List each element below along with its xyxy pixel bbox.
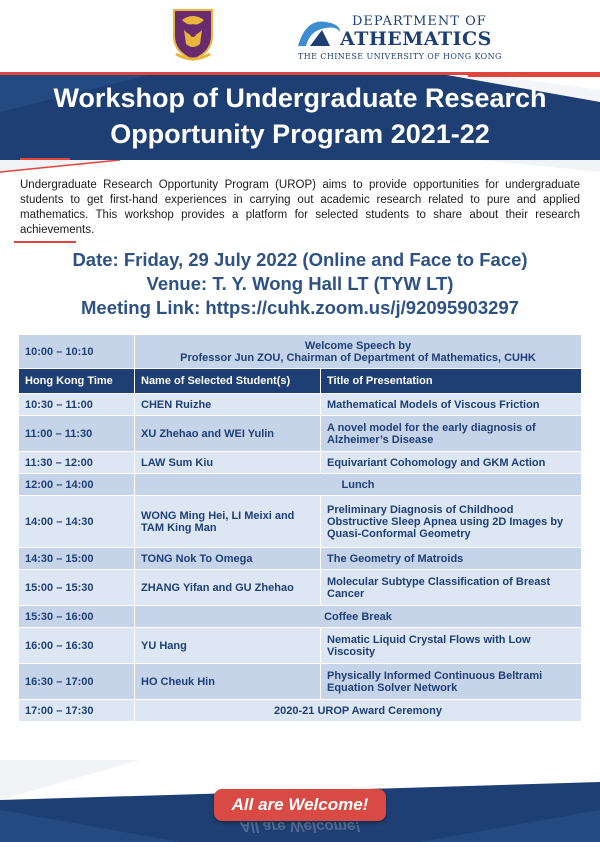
table-header-row <box>19 369 582 394</box>
table-row-break <box>19 606 582 628</box>
row-student: CHEN Ruizhe <box>135 394 321 416</box>
meeting-link[interactable]: Meeting Link: https://cuhk.zoom.us/j/92095903297 <box>81 297 519 318</box>
row-time: 14:00 – 14:30 <box>19 496 135 548</box>
table-row-break <box>19 700 582 722</box>
table-row <box>19 664 582 700</box>
welcome-time: 10:00 – 10:10 <box>19 335 135 369</box>
department-line3: THE CHINESE UNIVERSITY OF HONG KONG <box>298 52 502 61</box>
row-time: 11:00 – 11:30 <box>19 416 135 452</box>
math-swoosh-icon <box>296 16 342 50</box>
header-title: Title of Presentation <box>321 369 582 394</box>
row-time: 16:30 – 17:00 <box>19 664 135 700</box>
row-student: YU Hang <box>135 628 321 664</box>
row-title: Physically Informed Continuous Beltrami Equation Solver Network <box>321 664 582 700</box>
page-title <box>0 80 600 152</box>
table-row <box>19 452 582 474</box>
header-name: Name of Selected Student(s) <box>135 369 321 394</box>
row-title: A novel model for the early diagnosis of Alzheimer’s Disease <box>321 416 582 452</box>
welcome-speech <box>135 335 582 369</box>
row-time: 16:00 – 16:30 <box>19 628 135 664</box>
welcome-row <box>19 335 582 369</box>
welcome-line-1: Welcome Speech by <box>304 339 412 352</box>
table-row-break <box>19 474 582 496</box>
row-break-label: Coffee Break <box>135 606 582 628</box>
row-time: 11:30 – 12:00 <box>19 452 135 474</box>
schedule-table <box>18 334 582 722</box>
all-are-welcome-badge: All are Welcome! <box>214 789 386 821</box>
event-date: Date: Friday, 29 July 2022 (Online and Face to Face) <box>72 249 528 270</box>
intro-underline-accent <box>14 241 76 243</box>
department-line1: DEPARTMENT OF <box>352 14 487 29</box>
table-row <box>19 628 582 664</box>
department-logo <box>296 14 556 64</box>
table-row <box>19 394 582 416</box>
row-title: Mathematical Models of Viscous Friction <box>321 394 582 416</box>
row-student: ZHANG Yifan and GU Zhehao <box>135 570 321 606</box>
row-title: Equivariant Cohomology and GKM Action <box>321 452 582 474</box>
row-title: The Geometry of Matroids <box>321 548 582 570</box>
row-time: 15:30 – 16:00 <box>19 606 135 628</box>
table-row <box>19 548 582 570</box>
row-time: 15:00 – 15:30 <box>19 570 135 606</box>
department-line2: ATHEMATICS <box>340 28 492 50</box>
row-time: 12:00 – 14:00 <box>19 474 135 496</box>
title-line-1: Workshop of Undergraduate Research <box>53 83 547 113</box>
row-title: Nematic Liquid Crystal Flows with Low Viscosity <box>321 628 582 664</box>
cuhk-crest-logo <box>170 6 216 62</box>
event-venue: Venue: T. Y. Wong Hall LT (TYW LT) <box>146 273 454 294</box>
header-time: Hong Kong Time <box>19 369 135 394</box>
row-time: 10:30 – 11:00 <box>19 394 135 416</box>
row-title: Preliminary Diagnosis of Childhood Obstructive Sleep Apnea using 2D Images by Quasi-Conformal Geometry <box>321 496 582 548</box>
row-break-label: 2020-21 UROP Award Ceremony <box>135 700 582 722</box>
table-row <box>19 570 582 606</box>
logo-bar <box>0 0 600 72</box>
title-banner-bottom-edge <box>0 160 600 174</box>
intro-paragraph: Undergraduate Research Opportunity Program (UROP) aims to provide opportunities for undergraduate students to get first-hand experiences in carrying out academic research related to pure and applied mathematics. This workshop provides a platform for selected students to share about their research achievements. <box>20 179 580 236</box>
all-are-welcome-reflection: All are Welcome! <box>239 818 361 835</box>
row-student: WONG Ming Hei, LI Meixi and TAM King Man <box>135 496 321 548</box>
row-time: 14:30 – 15:00 <box>19 548 135 570</box>
row-time: 17:00 – 17:30 <box>19 700 135 722</box>
row-title: Molecular Subtype Classification of Breast Cancer <box>321 570 582 606</box>
row-student: HO Cheuk Hin <box>135 664 321 700</box>
row-student: LAW Sum Kiu <box>135 452 321 474</box>
row-break-label: Lunch <box>135 474 582 496</box>
table-row <box>19 496 582 548</box>
title-banner <box>0 72 600 160</box>
row-student: TONG Nok To Omega <box>135 548 321 570</box>
welcome-line-2: Professor Jun ZOU, Chairman of Department of Mathematics, CUHK <box>180 351 536 364</box>
title-line-2: Opportunity Program 2021-22 <box>110 119 490 149</box>
event-info <box>0 248 600 320</box>
row-student: XU Zhehao and WEI Yulin <box>135 416 321 452</box>
table-row <box>19 416 582 452</box>
